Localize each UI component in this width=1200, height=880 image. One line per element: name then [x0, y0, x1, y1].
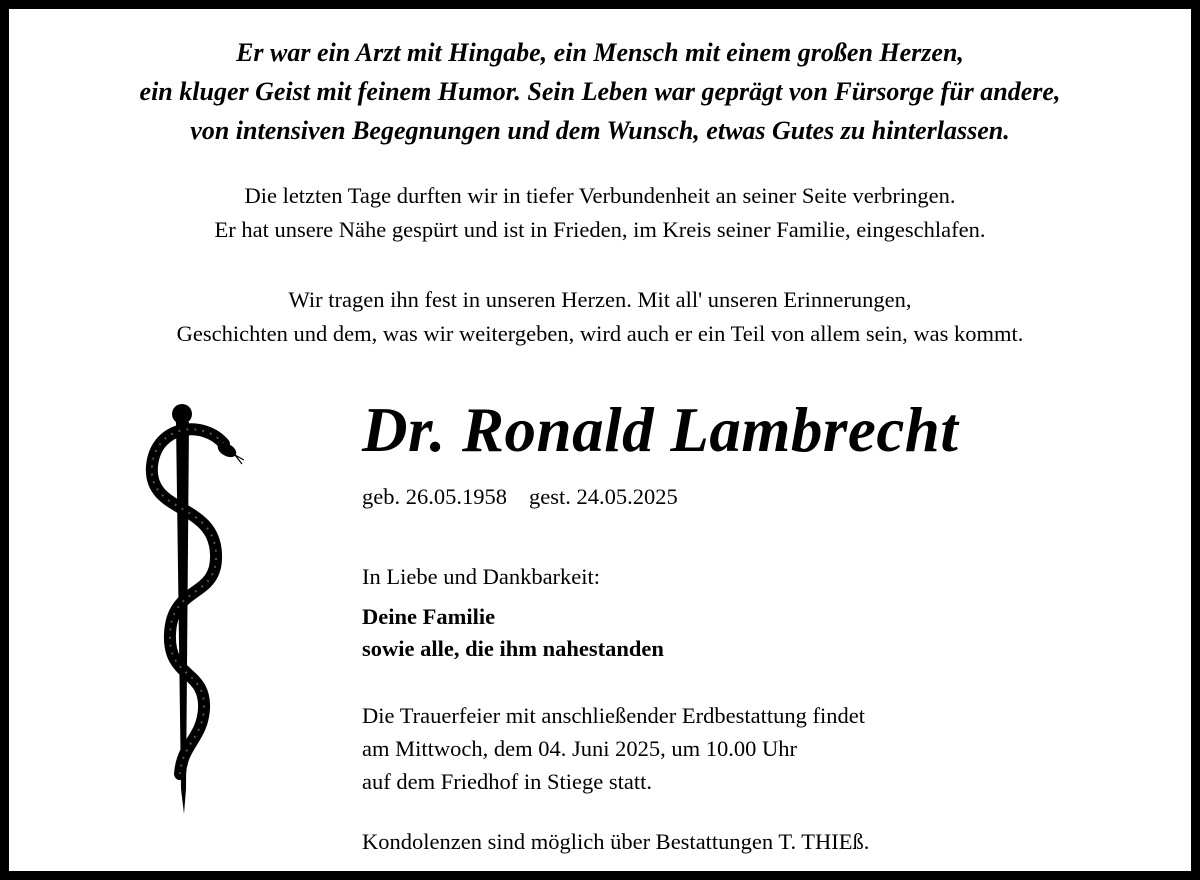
paragraph-line: Die letzten Tage durften wir in tiefer Verbundenheit an seiner Seite verbringen. [244, 183, 956, 208]
family-line: sowie alle, die ihm nahestanden [362, 636, 664, 661]
death-date: gest. 24.05.2025 [529, 484, 678, 509]
service-line: am Mittwoch, dem 04. Juni 2025, um 10.00 Uhr [362, 736, 797, 761]
funeral-service-info [362, 699, 865, 798]
farewell-paragraph [9, 179, 1191, 247]
obituary-card [9, 9, 1191, 871]
quote-line: von intensiven Begegnungen und dem Wunsch, etwas Gutes zu hinterlassen. [190, 116, 1010, 145]
family-line: Deine Familie [362, 604, 496, 629]
life-dates [362, 484, 678, 510]
deceased-name: Dr. Ronald Lambrecht [362, 395, 959, 465]
birth-date: geb. 26.05.1958 [362, 484, 507, 509]
memory-paragraph [9, 283, 1191, 351]
paragraph-line: Wir tragen ihn fest in unseren Herzen. Mit all' unseren Erinnerungen, [288, 287, 912, 312]
family-signature [362, 601, 664, 665]
quote-line: ein kluger Geist mit feinem Humor. Sein Leben war geprägt von Fürsorge für andere, [139, 77, 1061, 106]
thanks-line: In Liebe und Dankbarkeit: [362, 564, 601, 589]
condolence-note: Kondolenzen sind möglich über Bestattungen T. THIEß. [362, 829, 870, 854]
paragraph-line: Geschichten und dem, was wir weitergeben, wird auch er ein Teil von allem sein, was kommt. [176, 321, 1024, 346]
paragraph-line: Er hat unsere Nähe gespürt und ist in Frieden, im Kreis seiner Familie, eingeschlafen. [214, 217, 986, 242]
rod-of-asclepius-icon [134, 394, 244, 834]
service-line: Die Trauerfeier mit anschließender Erdbestattung findet [362, 703, 865, 728]
service-line: auf dem Friedhof in Stiege statt. [362, 769, 652, 794]
quote-line: Er war ein Arzt mit Hingabe, ein Mensch mit einem großen Herzen, [236, 38, 964, 67]
quote-block [9, 33, 1191, 150]
